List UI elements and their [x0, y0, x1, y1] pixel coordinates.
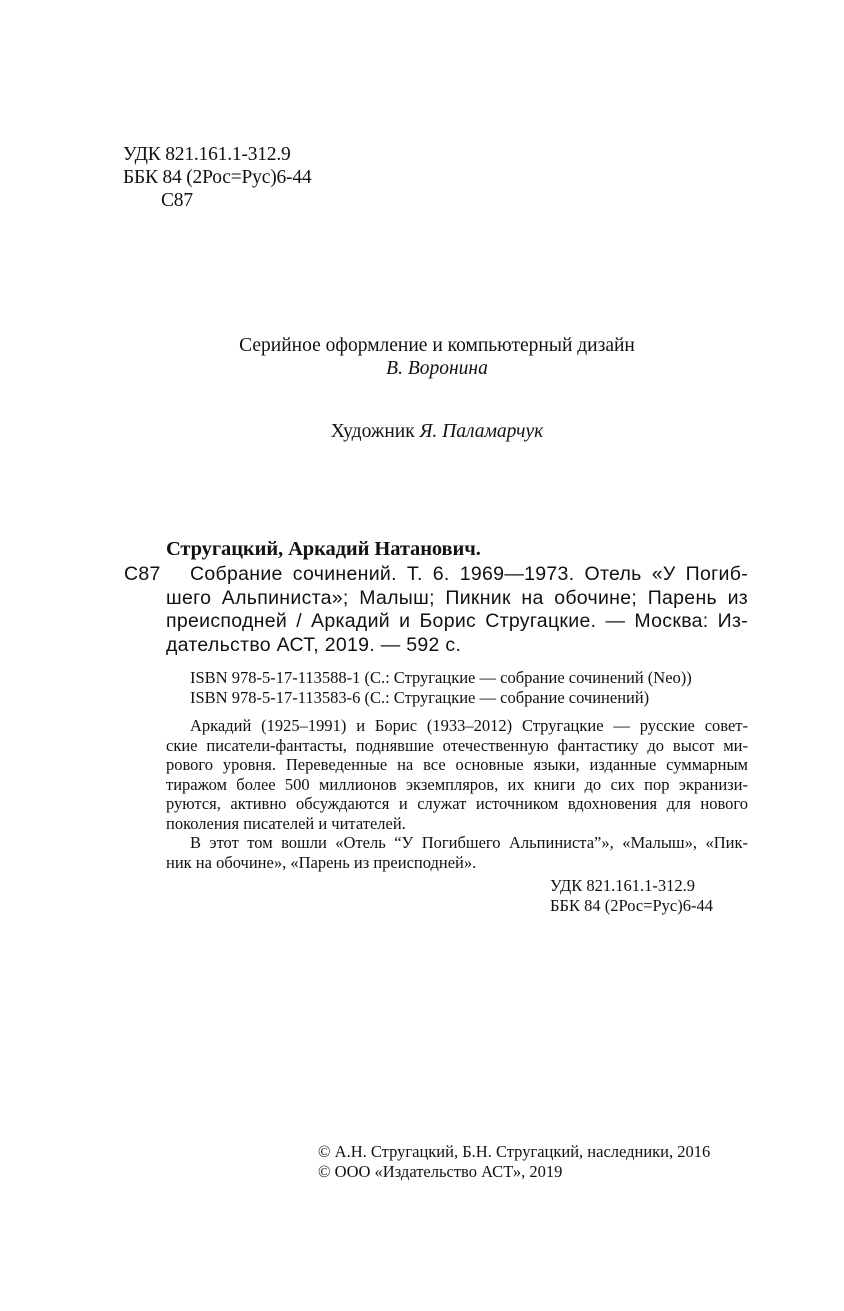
design-credit	[0, 334, 844, 380]
record-code: С87	[124, 563, 161, 585]
annotation-line: рового уровня. Переведенные на все основные языки, изданные суммарным	[166, 755, 748, 774]
bbk-code: ББК 84 (2Рос=Рус)6-44	[123, 167, 312, 188]
record-line: Собрание сочинений. Т. 6. 1969—1973. Отель «У Погиб-	[190, 563, 748, 585]
record-line: преисподней / Аркадий и Борис Стругацкие. — Москва: Из-	[166, 610, 748, 632]
artist-credit	[0, 420, 844, 443]
bbk-code: ББК 84 (2Рос=Рус)6-44	[550, 895, 713, 915]
record-body	[190, 563, 748, 587]
copyright-line: © А.Н. Стругацкий, Б.Н. Стругацкий, наследники, 2016	[318, 1142, 711, 1161]
isbn-line: ISBN 978-5-17-113588-1 (С.: Стругацкие — собрание сочинений (Neo))	[190, 668, 692, 687]
copyright-line: © ООО «Издательство АСТ», 2019	[318, 1161, 563, 1181]
artist-label: Художник	[330, 421, 415, 442]
record-author: Стругацкий, Аркадий Натанович.	[166, 538, 481, 560]
annotation-line: поколения писателей и читателей.	[166, 813, 406, 833]
annotation-line: ские писатели-фантасты, поднявшие отечественную фантастику до высот ми-	[166, 735, 748, 755]
author-sign: С87	[161, 190, 193, 211]
annotation-line: тиражом более 500 миллионов экземпляров, их книги до сих пор экранизи-	[166, 774, 748, 794]
series-design-name: В. Воронина	[386, 358, 488, 379]
isbn-line: ISBN 978-5-17-113583-6 (С.: Стругацкие — собрание сочинений)	[190, 687, 650, 707]
annotation	[166, 716, 748, 872]
record-line: дательство АСТ, 2019. — 592 с.	[166, 633, 462, 656]
classification-bottom	[550, 876, 713, 915]
annotation-line: Аркадий (1925–1991) и Борис (1933–2012) Стругацкие — русские совет-	[190, 716, 748, 735]
annotation-line: В этот том вошли «Отель “У Погибшего Альпиниста”», «Малыш», «Пик-	[190, 833, 748, 852]
annotation-line: руются, активно обсуждаются и служат источником вдохновения для нового	[166, 794, 748, 813]
record-line: шего Альпиниста»; Малыш; Пикник на обочине; Парень из	[166, 586, 748, 609]
udk-code: УДК 821.161.1-312.9	[123, 144, 291, 165]
record-body-cont	[166, 587, 748, 658]
copyright-block	[318, 1142, 710, 1181]
series-design-label: Серийное оформление и компьютерный дизайн	[239, 335, 635, 356]
artist-name: Я. Паламарчук	[419, 421, 544, 442]
udk-code: УДК 821.161.1-312.9	[550, 876, 696, 895]
isbn-block	[190, 668, 692, 707]
classification-top	[123, 143, 311, 212]
annotation-line: ник на обочине», «Парень из преисподней».	[166, 852, 477, 872]
